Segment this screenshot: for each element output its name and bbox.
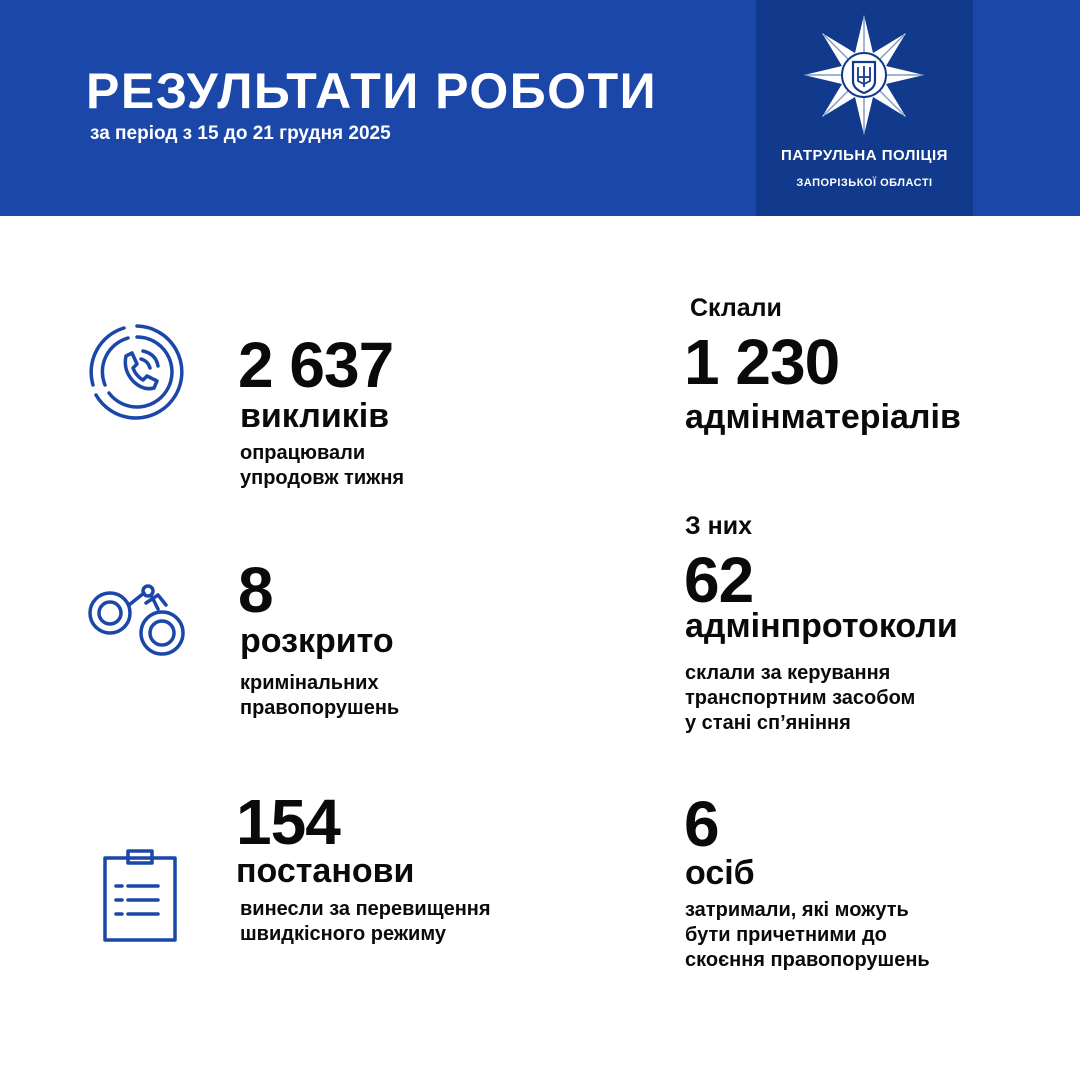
admin-label: адмінматеріалів <box>685 398 961 436</box>
calls-desc-2: упродовж тижня <box>240 467 405 489</box>
protocols-desc-2: транспортним засобом <box>685 687 916 709</box>
solved-label: розкрито <box>240 622 394 660</box>
solved-desc-1: кримінальних <box>240 672 379 694</box>
clipboard-icon <box>100 848 180 944</box>
calls-desc-1: опрацювали <box>240 442 366 464</box>
protocols-prefix: З них <box>685 512 752 540</box>
admin-prefix: Склали <box>690 294 782 322</box>
protocols-number: 62 <box>684 544 754 616</box>
logo-line-2: ЗАПОРІЗЬКОЇ ОБЛАСТІ <box>796 177 933 189</box>
calls-label: викликів <box>240 397 390 435</box>
detained-desc-2: бути причетними до <box>685 924 887 946</box>
admin-number: 1 230 <box>684 326 840 398</box>
protocols-desc-3: у стані сп’яніння <box>685 712 851 734</box>
detained-desc-1: затримали, які можуть <box>685 899 909 921</box>
police-star-emblem-icon <box>800 12 928 138</box>
rulings-number: 154 <box>236 786 340 858</box>
solved-desc-2: правопорушень <box>240 697 400 719</box>
handcuffs-icon <box>86 575 192 661</box>
protocols-desc-1: склали за керування <box>685 662 891 684</box>
rulings-desc-2: швидкісного режиму <box>240 923 446 945</box>
detained-desc-3: скоєння правопорушень <box>685 949 930 971</box>
rulings-label: постанови <box>236 852 415 890</box>
detained-label: осіб <box>685 854 755 892</box>
calls-number: 2 637 <box>238 329 394 401</box>
rulings-desc-1: винесли за перевищення <box>240 898 491 920</box>
page-title: РЕЗУЛЬТАТИ РОБОТИ <box>86 63 658 119</box>
phone-call-icon <box>88 323 186 421</box>
detained-number: 6 <box>684 788 719 860</box>
protocols-label: адмінпротоколи <box>685 607 958 645</box>
logo-line-1: ПАТРУЛЬНА ПОЛІЦІЯ <box>781 147 948 164</box>
period-subtitle: за період з 15 до 21 грудня 2025 <box>90 123 391 144</box>
solved-number: 8 <box>238 554 273 626</box>
